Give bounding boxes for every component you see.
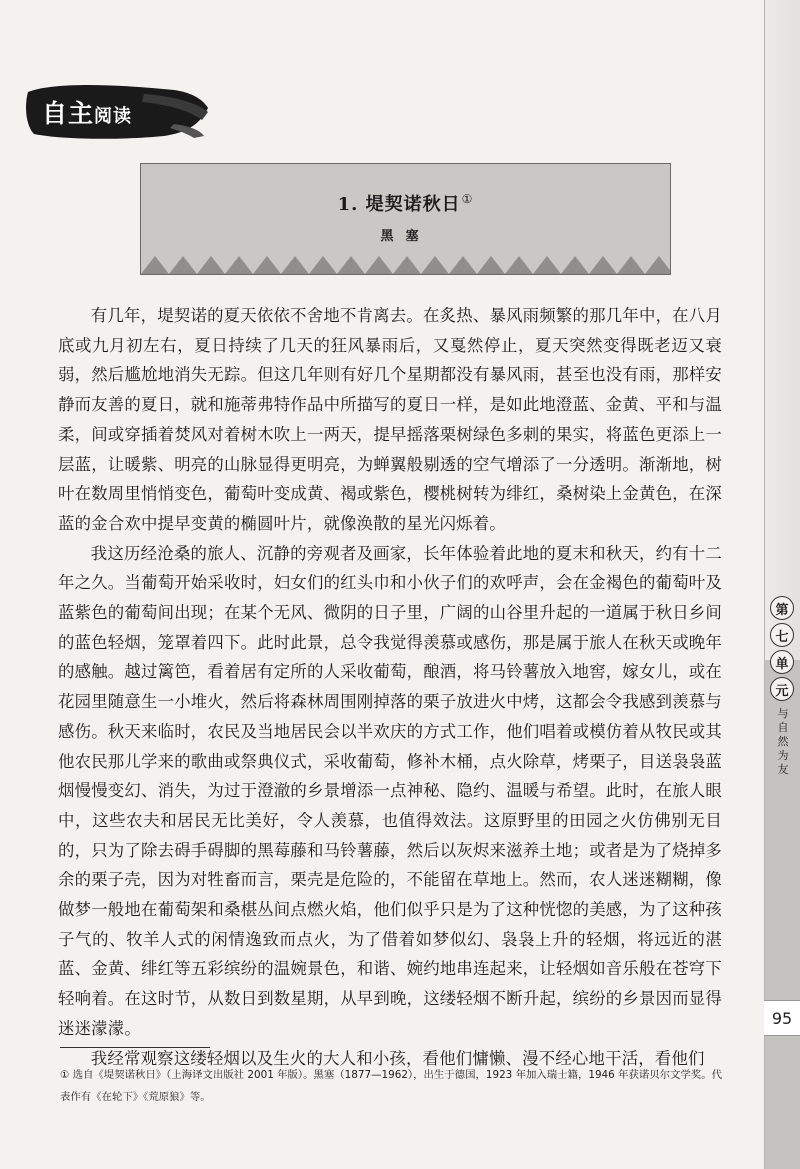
article-author: 黑塞 bbox=[380, 229, 431, 244]
mountain-shape bbox=[141, 256, 670, 274]
article-title-box bbox=[140, 163, 671, 275]
article-title-text: 1. 堤契诺秋日 bbox=[337, 194, 461, 215]
section-banner bbox=[24, 80, 210, 142]
unit-char: 元 bbox=[770, 677, 794, 701]
paragraph: 有几年，堤契诺的夏天依依不舍地不肯离去。在炙热、暴风雨频繁的那几年中，在八月底或九月初左右，夏日持续了几天的狂风暴雨后，又戛然停止，夏天突然变得既老迈又衰弱，然后尴尬地消失无踪。但这几年则有好几个星期都没有暴风雨，甚至也没有雨，那样安静而友善的夏日，就和施蒂弗特作品中所描写的夏日一样，是如此地澄蓝、金黄、平和与温柔，间或穿插着焚风对着树木吹上一两天，提早摇落栗树绿色多刺的果实，将蓝色更添上一层蓝，让暖紫、明亮的山脉显得更明亮，为蝉翼般剔透的空气增添了一分透明。渐渐地，树叶在数周里悄悄变色，葡萄叶变成黄、褐或紫色，樱桃树转为绯红，桑树染上金黄色，在深蓝的金合欢中提早变黄的椭圆叶片，就像涣散的星光闪烁着。 bbox=[58, 306, 722, 533]
paragraph: 我这历经沧桑的旅人、沉静的旁观者及画家，长年体验着此地的夏末和秋天，约有十二年之久。当葡萄开始采收时，妇女们的红头巾和小伙子们的欢呼声，会在金褐色的葡萄叶及蓝紫色的葡萄间出现；在某个无风、微阴的日子里，广阔的山谷里升起的一道属于秋日乡间的蓝色轻烟，笼罩着四下。此时此景，总令我觉得羡慕或感伤，那是属于旅人在秋天或晚年的感触。越过篱笆，看着居有定所的人采收葡萄，酿酒，将马铃薯放入地窖，嫁女儿，或在花园里随意生一小堆火，然后将森林周围刚掉落的栗子放进火中烤，这都会令我感到羡慕与感伤。秋天来临时，农民及当地居民会以半欢庆的方式工作，他们唱着或模仿着从牧民或其他农民那儿学来的歌曲或祭典仪式，采收葡萄，修补木桶，点火除草，烤栗子，目送袅袅蓝烟慢慢变幻、消失，为过于澄澈的乡景增添一点神秘、隐约、温暖与希望。此时，在旅人眼中，这些农夫和居民无比美好，令人羡慕，也值得效法。这原野里的田园之火仿佛别无目的，只为了除去碍手碍脚的黑莓藤和马铃薯藤，然后以灰烬来滋养土地；或者是为了烧掉多余的栗子壳，因为对牲畜而言，栗壳是危险的，不能留在草地上。然而，农人迷迷糊糊，像做梦一般地在葡萄架和桑椹丛间点燃火焰，他们似乎只是为了这种恍惚的美感，为了这种孩子气的、牧羊人式的闲情逸致而点火，为了借着如梦似幻、袅袅上升的轻烟，将远近的湛蓝、金黄、绯红等五彩缤纷的温婉景色，和谐、婉约地串连起来，让轻烟如音乐般在苍穹下轻响着。在这时节，从数日到数星期，从早到晚，这缕轻烟不断升起，缤纷的乡景因而显得迷迷濛濛。 bbox=[58, 543, 722, 1038]
section-title bbox=[42, 94, 202, 128]
unit-char: 单 bbox=[770, 650, 794, 674]
unit-label bbox=[766, 596, 798, 704]
footnote-divider bbox=[60, 1047, 210, 1048]
margin-strip bbox=[764, 0, 800, 1169]
footnote: ① 选自《堤契诺秋日》（上海译文出版社 2001 年版）。黑塞（1877—1962），出生于德国，1923 年加入瑞士籍，1946 年获诺贝尔文学奖。代表作有《在轮下》《荒原狼》等。 bbox=[60, 1069, 722, 1103]
unit-subtitle: 与自然为友 bbox=[777, 707, 789, 776]
page-number: 95 bbox=[764, 1000, 800, 1036]
mountain-pattern-icon bbox=[141, 252, 670, 274]
article-body bbox=[58, 301, 722, 1073]
article-title bbox=[141, 190, 670, 216]
footnote-marker: ① bbox=[461, 192, 474, 206]
section-title-main: 自主 bbox=[42, 99, 95, 128]
unit-char: 第 bbox=[770, 596, 794, 620]
unit-char: 七 bbox=[770, 623, 794, 647]
paragraph: 我经常观察这缕轻烟以及生火的大人和小孩，看他们慵懒、漫不经心地干活，看他们 bbox=[90, 1048, 705, 1068]
section-title-sub: 阅读 bbox=[94, 106, 133, 127]
